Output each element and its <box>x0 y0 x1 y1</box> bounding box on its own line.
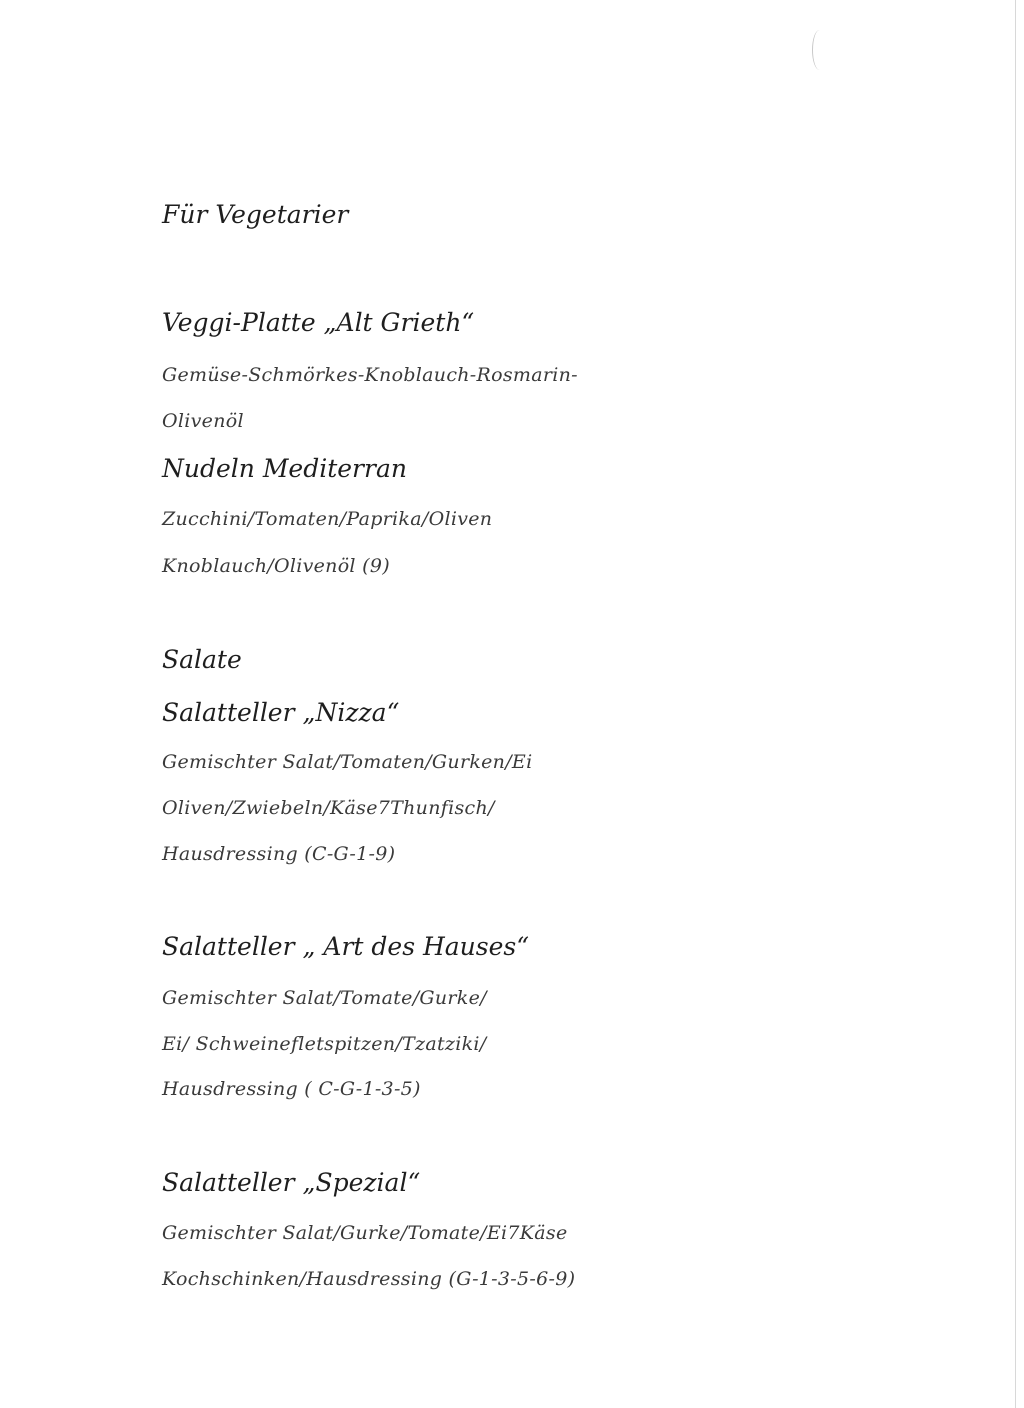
dish-description-line: Gemüse-Schmörkes-Knoblauch-Rosmarin- <box>162 364 578 386</box>
dish-description-line: Gemischter Salat/Tomate/Gurke/ <box>162 987 487 1009</box>
dish-description-line: Hausdressing ( C-G-1-3-5) <box>162 1078 421 1100</box>
dish-description-line: Kochschinken/Hausdressing (G-1-3-5-6-9) <box>162 1268 576 1290</box>
dish-description-line: Gemischter Salat/Gurke/Tomate/Ei7Käse <box>162 1222 568 1244</box>
section-heading-salate: Salate <box>162 645 242 674</box>
dish-description-line: Ei/ Schweinefletspitzen/Tzatziki/ <box>162 1033 487 1055</box>
dish-description-line: Oliven/Zwiebeln/Käse7Thunfisch/ <box>162 797 495 819</box>
dish-description-line: Hausdressing (C-G-1-9) <box>162 843 396 865</box>
dish-description-line: Olivenöl <box>162 410 244 432</box>
dish-name-salatteller-art-des-hauses: Salatteller „ Art des Hauses“ <box>162 932 530 961</box>
scan-mark <box>812 30 827 70</box>
section-heading-vegetarian: Für Vegetarier <box>162 200 349 229</box>
dish-description-line: Zucchini/Tomaten/Paprika/Oliven <box>162 508 493 530</box>
dish-description-line: Gemischter Salat/Tomaten/Gurken/Ei <box>162 751 533 773</box>
dish-name-salatteller-spezial: Salatteller „Spezial“ <box>162 1168 421 1197</box>
dish-description-line: Knoblauch/Olivenöl (9) <box>162 555 390 577</box>
dish-name-salatteller-nizza: Salatteller „Nizza“ <box>162 698 400 727</box>
page-edge-shadow <box>1015 0 1016 1408</box>
dish-name-veggi-platte: Veggi-Platte „Alt Grieth“ <box>162 308 475 337</box>
dish-name-nudeln-mediterran: Nudeln Mediterran <box>162 454 407 483</box>
